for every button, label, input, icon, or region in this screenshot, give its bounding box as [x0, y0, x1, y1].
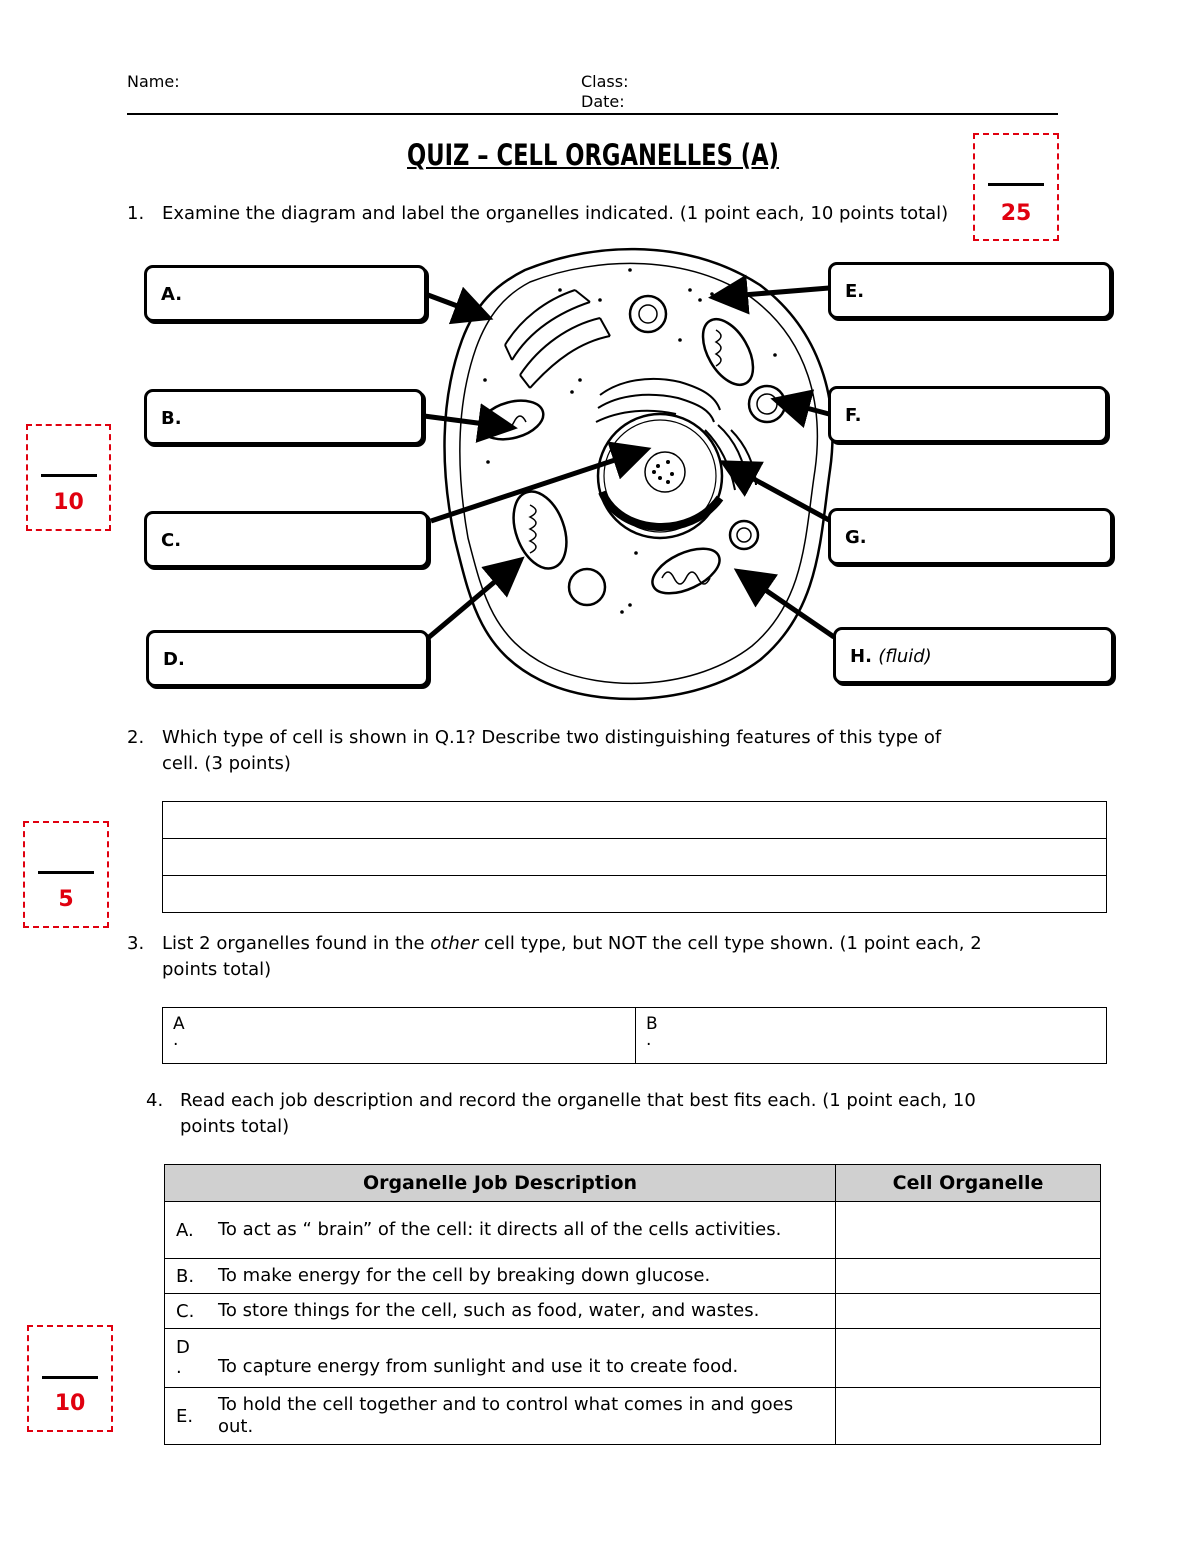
quiz-title: QUIZ – CELL ORGANELLES (A): [407, 138, 779, 172]
q3-col-a-dot: .: [173, 1030, 179, 1050]
job-cell: [165, 1388, 836, 1445]
job-description: To make energy for the cell by breaking down glucose.: [218, 1265, 711, 1286]
q2-text-line1: Which type of cell is shown in Q.1? Describe two distinguishing features of this type of: [162, 727, 942, 748]
job-cell: [165, 1202, 836, 1259]
table-row: [165, 1294, 1101, 1329]
mitochondrion: [476, 394, 547, 445]
q3-col-b-label: B: [646, 1014, 658, 1034]
q3-answer-table: [162, 1007, 1107, 1064]
job-letter: E.: [176, 1405, 194, 1427]
q2-score-box: [23, 821, 109, 928]
q3-answer-b[interactable]: [636, 1008, 1107, 1064]
mitochondrion: [693, 311, 764, 393]
q2-text-line2: cell. (3 points): [162, 753, 291, 774]
label-box-c[interactable]: [144, 511, 429, 568]
q4-number: 4.: [146, 1090, 164, 1111]
label-h: [850, 646, 932, 667]
label-box-b[interactable]: [144, 389, 424, 445]
label-b: B.: [161, 408, 182, 429]
name-label: Name:: [127, 72, 180, 91]
nucleolus: [645, 452, 685, 492]
label-box-f[interactable]: [828, 386, 1108, 443]
score-blank-line: [38, 871, 94, 874]
q4-score-value: 10: [54, 1391, 86, 1416]
class-label: Class:: [581, 72, 629, 91]
job-letter-text: D: [176, 1337, 190, 1358]
arrow-d: [428, 563, 517, 638]
organelle-answer-cell[interactable]: [836, 1294, 1101, 1329]
label-h-hint: (fluid): [878, 646, 932, 667]
table-row: [165, 1259, 1101, 1294]
job-description: To capture energy from sunlight and use it to create food.: [218, 1356, 739, 1377]
q1-number: 1.: [127, 203, 145, 224]
cell-membrane: [445, 249, 833, 699]
label-c: C.: [161, 530, 182, 551]
label-h-letter: H.: [850, 646, 872, 667]
organelle-answer-cell[interactable]: [836, 1388, 1101, 1445]
q2-number: 2.: [127, 727, 145, 748]
label-g: G.: [845, 527, 867, 548]
q3-text-after: cell type, but NOT the cell type shown. (1 point each, 2: [478, 933, 982, 954]
job-description: To act as “ brain” of the cell: it directs all of the cells activities.: [218, 1219, 782, 1240]
table-row: [165, 1202, 1101, 1259]
label-box-e[interactable]: [828, 262, 1112, 319]
label-a: A.: [161, 284, 183, 305]
lysosome: [630, 296, 666, 332]
arrow-f: [780, 401, 829, 414]
organelle-answer-cell[interactable]: [836, 1202, 1101, 1259]
label-box-g[interactable]: [828, 508, 1113, 565]
lysosome: [730, 521, 758, 549]
job-cell: [165, 1259, 836, 1294]
q3-text-line2: points total): [162, 959, 272, 980]
organelle-answer-cell[interactable]: [836, 1329, 1101, 1388]
q3-text-line1: [162, 931, 982, 957]
q2-answer-line-2[interactable]: [163, 839, 1107, 876]
q3-number: 3.: [127, 933, 145, 954]
label-e: E.: [845, 281, 865, 302]
q3-answer-a[interactable]: [163, 1008, 636, 1064]
table-row: [165, 1329, 1101, 1388]
q2-answer-table: [162, 801, 1107, 913]
q3-col-a-label: A: [173, 1014, 185, 1034]
q4-score-box: [27, 1325, 113, 1432]
q3-text-before: List 2 organelles found in the: [162, 933, 431, 954]
total-score-value: 25: [1000, 201, 1032, 226]
q4-text-line1: Read each job description and record the organelle that best fits each. (1 point each, 10: [180, 1090, 976, 1111]
vacuole: [749, 386, 785, 422]
label-d: D.: [163, 649, 185, 670]
job-description: To store things for the cell, such as food, water, and wastes.: [218, 1300, 760, 1321]
job-letter: C.: [176, 1300, 195, 1322]
arrow-b: [424, 416, 508, 427]
date-label: Date:: [581, 92, 625, 111]
q3-text-italic: other: [430, 933, 479, 954]
arrow-a: [428, 295, 484, 316]
label-f: F.: [845, 405, 862, 426]
table-row: [165, 1388, 1101, 1445]
job-cell: [165, 1294, 836, 1329]
q4-text-line2: points total): [180, 1116, 290, 1137]
q2-answer-line-1[interactable]: [163, 802, 1107, 839]
score-blank-line: [42, 1376, 98, 1379]
vacuole: [569, 569, 605, 605]
q1-score-value: 10: [53, 490, 84, 515]
job-letter: D .: [176, 1337, 190, 1378]
organelle-answer-cell[interactable]: [836, 1259, 1101, 1294]
q4-header-organelle: Cell Organelle: [836, 1165, 1101, 1202]
job-description: To hold the cell together and to control what comes in and goes out.: [218, 1394, 794, 1437]
job-letter: A.: [176, 1219, 194, 1241]
mitochondrion: [646, 539, 726, 602]
label-box-d[interactable]: [146, 630, 429, 687]
cell-diagram: [0, 0, 1200, 720]
q4-header-description: Organelle Job Description: [165, 1165, 836, 1202]
cell-membrane-inner: [460, 263, 818, 683]
q3-col-b-dot: .: [646, 1030, 652, 1050]
label-box-a[interactable]: [144, 265, 427, 322]
q2-score-value: 5: [58, 887, 74, 912]
job-cell: [165, 1329, 836, 1388]
job-letter: B.: [176, 1265, 195, 1287]
q2-answer-line-3[interactable]: [163, 876, 1107, 913]
q1-text: Examine the diagram and label the organelles indicated. (1 point each, 10 points total): [162, 203, 949, 224]
label-box-h[interactable]: [833, 627, 1114, 684]
q4-job-table: [164, 1164, 1101, 1445]
